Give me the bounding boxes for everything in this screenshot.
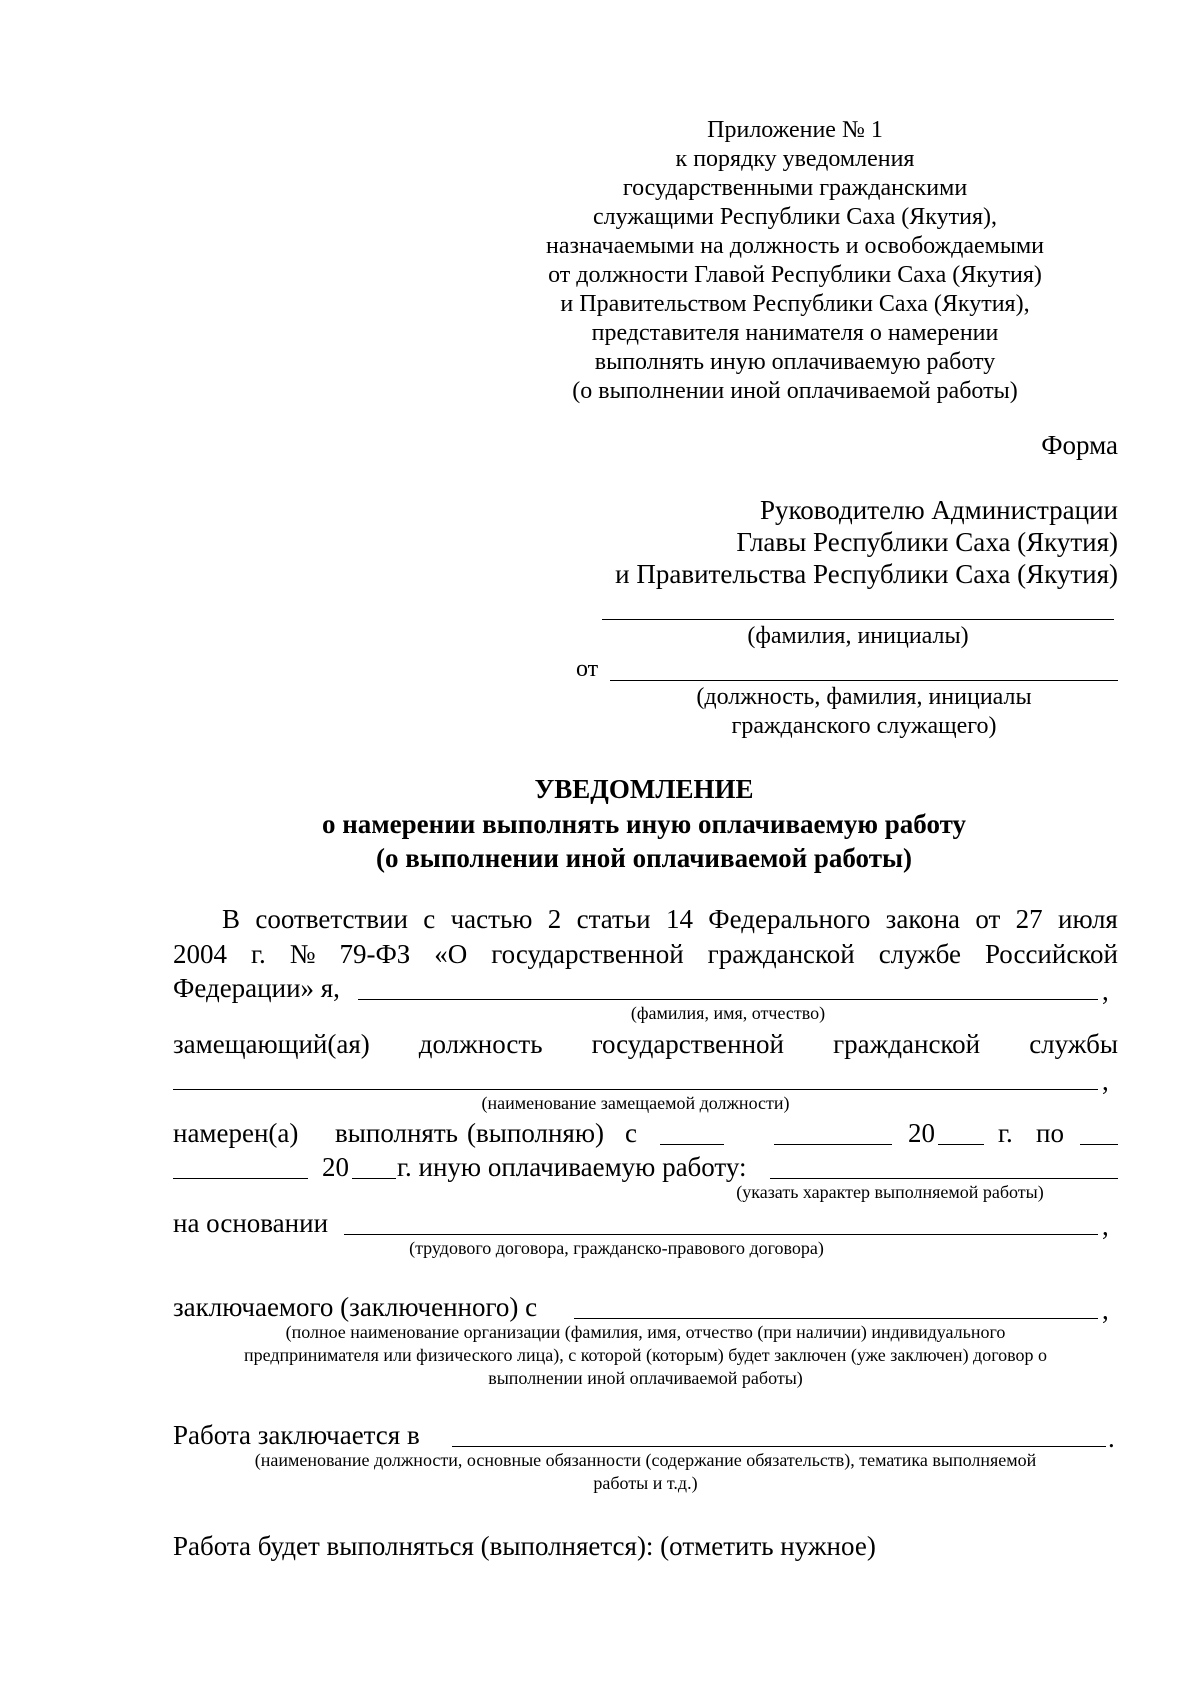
addressee-line: Руководителю Администрации — [759, 495, 1118, 525]
period: . — [1108, 1423, 1115, 1453]
from-hint: (должность, фамилия, инициалы — [696, 684, 1032, 710]
work-blank[interactable] — [770, 1178, 1118, 1179]
word: Российской — [984, 939, 1118, 969]
word: статьи — [576, 904, 651, 934]
work-in-label: Работа заключается в — [173, 1420, 420, 1450]
word: 14 — [665, 904, 693, 934]
body-line: Федерации» я, — [173, 973, 340, 1003]
body-line — [173, 937, 1118, 971]
word: с — [423, 904, 436, 934]
comma: , — [1102, 1066, 1109, 1096]
addressee-line: Главы Республики Саха (Якутия) — [736, 527, 1118, 557]
appendix-line: Приложение № 1 — [707, 117, 883, 143]
word: г. — [250, 939, 266, 969]
word: Федерального — [708, 904, 871, 934]
basis-blank[interactable] — [344, 1234, 1098, 1235]
word: 27 — [1015, 904, 1043, 934]
document-title: УВЕДОМЛЕНИЕ — [534, 774, 754, 804]
word: должность — [418, 1029, 543, 1059]
concluded-blank[interactable] — [574, 1318, 1098, 1319]
word: «О — [434, 939, 468, 969]
comma: , — [1102, 1295, 1109, 1325]
word: государственной — [491, 939, 684, 969]
appendix-line: назначаемыми на должность и освобождаемыми — [545, 233, 1045, 259]
addressee-name-blank[interactable] — [602, 619, 1114, 620]
basis-hint: (трудового договора, гражданско-правового договора) — [409, 1238, 824, 1258]
word: гражданской — [833, 1029, 981, 1059]
end-day-blank[interactable] — [1080, 1144, 1118, 1145]
work-in-hint: работы и т.д.) — [593, 1473, 698, 1493]
year-suffix: г. — [998, 1118, 1013, 1148]
intent-start: намерен(а) — [173, 1118, 299, 1148]
form-label: Форма — [1041, 430, 1118, 460]
work-in-hint: (наименование должности, основные обязанности (содержание обязательств), тематика выполняемой — [254, 1450, 1037, 1470]
word: № — [289, 939, 316, 969]
from-blank[interactable] — [610, 680, 1118, 681]
appendix-line: к порядку уведомления — [675, 146, 915, 172]
fio-hint: (фамилия, имя, отчество) — [630, 1003, 826, 1023]
start-month-blank[interactable] — [774, 1144, 892, 1145]
appendix-line: от должности Главой Республики Саха (Якутия) — [548, 262, 1042, 288]
intent-perform: выполнять — [335, 1118, 458, 1148]
end-year-blank[interactable] — [352, 1178, 396, 1179]
word: частью — [450, 904, 533, 934]
year-prefix: 20 — [322, 1152, 349, 1182]
word: В — [222, 904, 241, 934]
work-text: г. иную оплачиваемую работу: — [397, 1152, 747, 1182]
from-label: от — [576, 656, 599, 682]
word: июля — [1058, 904, 1118, 934]
fio-blank[interactable] — [358, 999, 1098, 1000]
word: замещающий(ая) — [173, 1029, 370, 1059]
comma: , — [1102, 976, 1109, 1006]
intent-to: по — [1036, 1118, 1064, 1148]
mode-line: Работа будет выполняться (выполняется): (отметить нужное) — [173, 1531, 876, 1561]
word: от — [975, 904, 1001, 934]
comma: , — [1102, 1211, 1109, 1241]
document-subtitle: (о выполнении иной оплачиваемой работы) — [375, 843, 913, 873]
intent-from: с — [625, 1118, 637, 1148]
appendix-line: и Правительством Республики Саха (Якутия), — [560, 291, 1030, 317]
concluded-hint: предпринимателя или физического лица), с которой (которым) будет заключен (уже заключен) договор о — [243, 1345, 1048, 1365]
concluded-hint: выполнении иной оплачиваемой работы) — [488, 1368, 803, 1388]
work-in-blank[interactable] — [452, 1446, 1106, 1447]
word: соответствии — [255, 904, 408, 934]
concluded-label: заключаемого (заключенного) с — [173, 1292, 538, 1322]
word: государственной — [591, 1029, 785, 1059]
document-subtitle: о намерении выполнять иную оплачиваемую работу — [321, 809, 967, 839]
addressee-name-hint: (фамилия, инициалы) — [747, 623, 969, 649]
position-blank[interactable] — [173, 1089, 1098, 1090]
concluded-hint: (полное наименование организации (фамилия, имя, отчество (при наличии) индивидуального — [285, 1322, 1006, 1342]
from-hint: гражданского служащего) — [731, 713, 997, 739]
word: службы — [1029, 1029, 1118, 1059]
position-hint: (наименование замещаемой должности) — [481, 1093, 790, 1113]
appendix-line: выполнять иную оплачиваемую работу — [594, 349, 996, 375]
word: службе — [878, 939, 961, 969]
basis-label: на основании — [173, 1208, 329, 1238]
word: закона — [885, 904, 961, 934]
appendix-block — [470, 116, 1120, 406]
word: 2 — [547, 904, 562, 934]
start-day-blank[interactable] — [660, 1144, 724, 1145]
end-month-blank[interactable] — [173, 1178, 308, 1179]
body-line — [173, 1027, 1118, 1061]
addressee-line: и Правительства Республики Саха (Якутия) — [615, 559, 1118, 589]
start-year-blank[interactable] — [938, 1144, 984, 1145]
word: 2004 — [173, 939, 227, 969]
word: гражданской — [707, 939, 855, 969]
appendix-line: государственными гражданскими — [622, 175, 968, 201]
word: 79-ФЗ — [339, 939, 411, 969]
appendix-line: служащими Республики Саха (Якутия), — [593, 204, 997, 230]
appendix-line: представителя нанимателя о намерении — [591, 320, 999, 346]
intent-paren: (выполняю) — [467, 1118, 604, 1148]
work-hint: (указать характер выполняемой работы) — [736, 1182, 1044, 1202]
appendix-line: (о выполнении иной оплачиваемой работы) — [572, 378, 1018, 404]
year-prefix: 20 — [908, 1118, 935, 1148]
body-line — [222, 902, 1118, 936]
